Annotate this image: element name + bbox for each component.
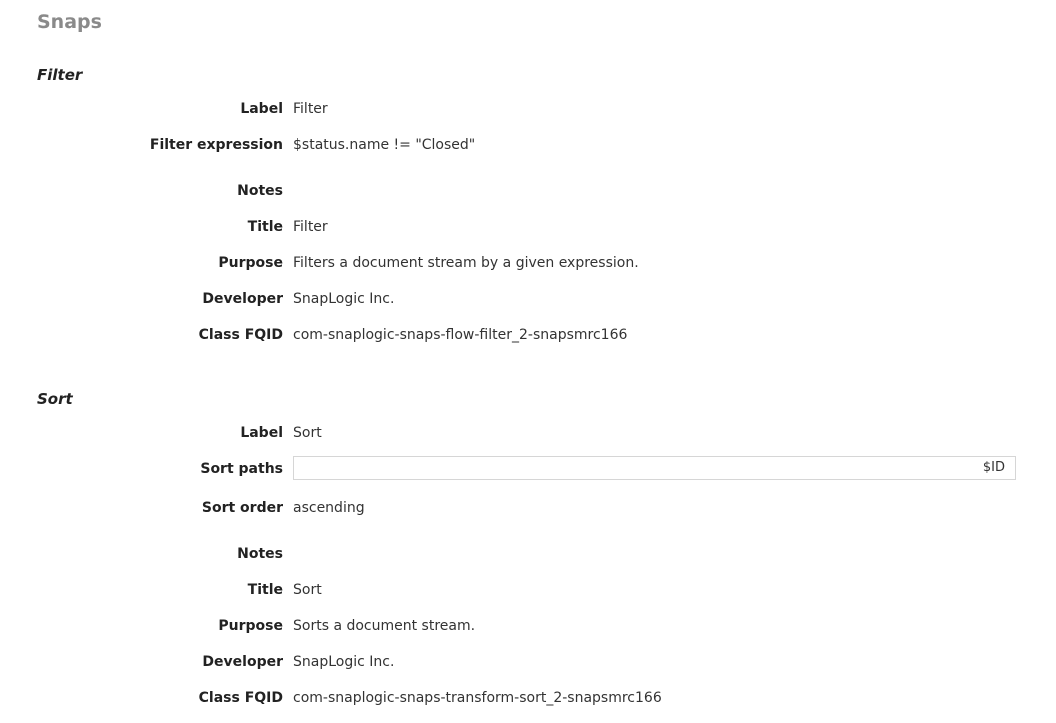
sort-title-key: Title xyxy=(247,582,283,598)
filter-label-value: Filter xyxy=(293,101,328,117)
filter-section-title: Filter xyxy=(37,66,83,84)
filter-purpose-row xyxy=(0,252,1056,274)
sort-purpose-key: Purpose xyxy=(218,618,283,634)
sort-paths-row xyxy=(0,458,1056,480)
sort-notes-key: Notes xyxy=(237,546,283,562)
sort-developer-value: SnapLogic Inc. xyxy=(293,654,395,670)
filter-label-key: Label xyxy=(240,101,283,117)
filter-fqid-row xyxy=(0,324,1056,346)
filter-fqid-value: com-snaplogic-snaps-flow-filter_2-snapsmrc166 xyxy=(293,327,628,343)
filter-title-row xyxy=(0,216,1056,238)
filter-title-key: Title xyxy=(247,219,283,235)
sort-title-row xyxy=(0,579,1056,601)
filter-developer-key: Developer xyxy=(202,291,283,307)
sort-paths-key: Sort paths xyxy=(200,461,283,477)
sort-paths-table xyxy=(293,456,1016,480)
sort-paths-value: $ID xyxy=(982,460,1005,475)
filter-developer-value: SnapLogic Inc. xyxy=(293,291,395,307)
sort-fqid-row xyxy=(0,687,1056,709)
sort-order-value: ascending xyxy=(293,500,365,516)
sort-label-value: Sort xyxy=(293,425,322,441)
sort-developer-row xyxy=(0,651,1056,673)
sort-fqid-key: Class FQID xyxy=(198,690,283,706)
filter-notes-key: Notes xyxy=(237,183,283,199)
sort-title-value: Sort xyxy=(293,582,322,598)
filter-purpose-key: Purpose xyxy=(218,255,283,271)
filter-expression-key: Filter expression xyxy=(149,137,283,153)
sort-purpose-row xyxy=(0,615,1056,637)
filter-developer-row xyxy=(0,288,1056,310)
page-title: Snaps xyxy=(37,11,102,33)
filter-label-row xyxy=(0,98,1056,120)
sort-order-key: Sort order xyxy=(201,500,283,516)
sort-developer-key: Developer xyxy=(202,654,283,670)
sort-purpose-value: Sorts a document stream. xyxy=(293,618,476,634)
filter-expression-value: $status.name != "Closed" xyxy=(293,137,476,153)
filter-purpose-value: Filters a document stream by a given expression. xyxy=(293,255,639,271)
filter-fqid-key: Class FQID xyxy=(198,327,283,343)
filter-notes-row xyxy=(0,180,1056,202)
sort-notes-row xyxy=(0,543,1056,565)
sort-order-row xyxy=(0,497,1056,519)
filter-title-value: Filter xyxy=(293,219,328,235)
sort-fqid-value: com-snaplogic-snaps-transform-sort_2-snapsmrc166 xyxy=(293,690,662,706)
sort-label-key: Label xyxy=(240,425,283,441)
sort-section-title: Sort xyxy=(37,390,73,408)
sort-label-row xyxy=(0,422,1056,444)
filter-expression-row xyxy=(0,134,1056,156)
